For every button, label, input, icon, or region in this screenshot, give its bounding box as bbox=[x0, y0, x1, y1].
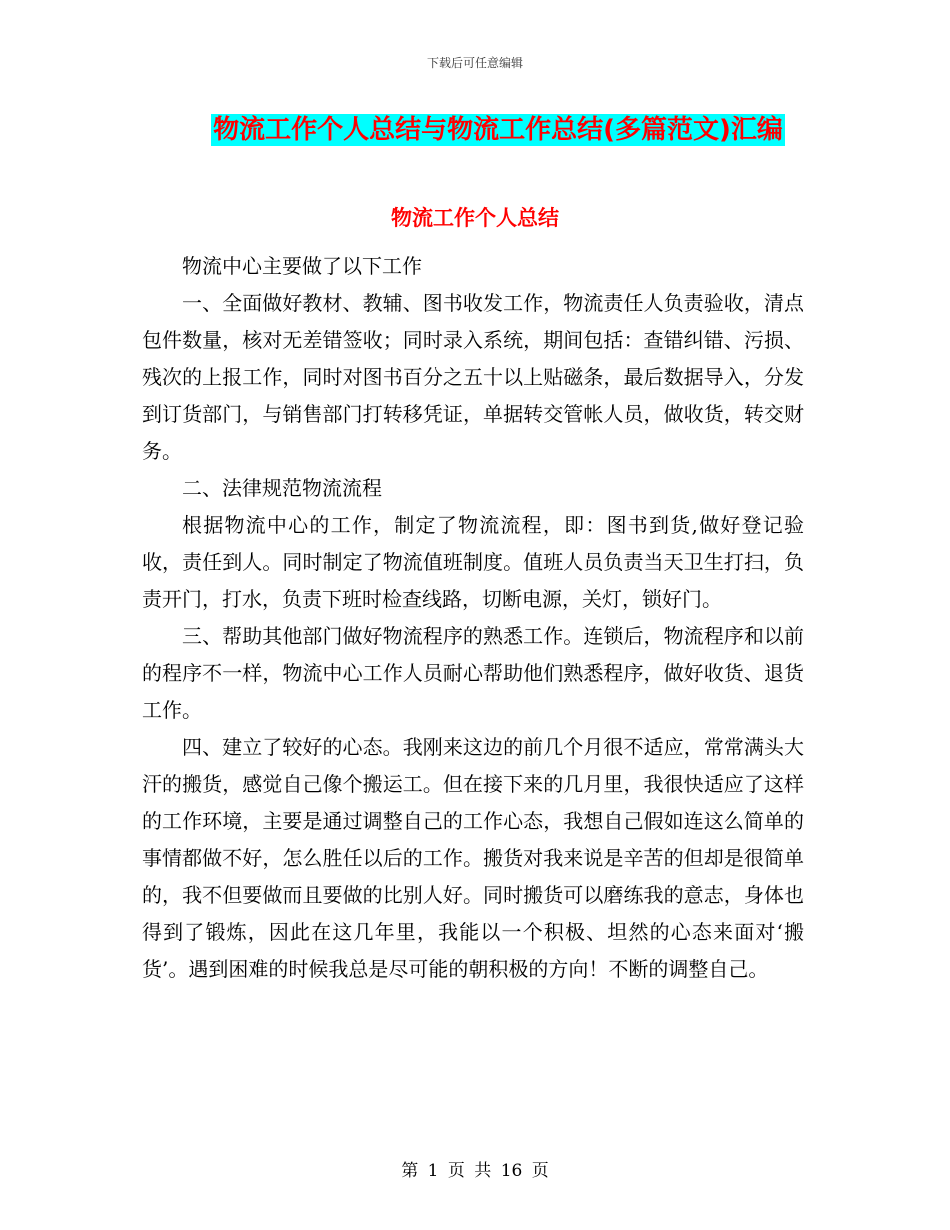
paragraph: 三、帮助其他部门做好物流程序的熟悉工作。连锁后，物流程序和以前的程序不一样，物流中心工作人员耐心帮助他们熟悉程序，做好收货、退货工作。 bbox=[142, 624, 804, 722]
document-body bbox=[142, 248, 804, 988]
section-title: 物流工作个人总结 bbox=[391, 206, 559, 230]
document-title-container bbox=[0, 114, 950, 146]
paragraph: 四、建立了较好的心态。我刚来这边的前几个月很不适应，常常满头大汗的搬货，感觉自己像个搬运工。但在接下来的几月里，我很快适应了这样的工作环境，主要是通过调整自己的工作心态，我想自己假如连这么简单的事情都做不好，怎么胜任以后的工作。搬货对我来说是辛苦的但却是很简单的，我不但要做而且要做的比别人好。同时搬货可以磨练我的意志，身体也得到了锻炼，因此在这几年里，我能以一个积极、坦然的心态来面对‘搬货’。遇到困难的时候我总是尽可能的朝积极的方向！不断的调整自己。 bbox=[142, 735, 804, 981]
page-header: 下载后可任意编辑 bbox=[426, 56, 523, 70]
paragraph: 一、全面做好教材、教辅、图书收发工作，物流责任人负责验收，清点包件数量，核对无差错签收；同时录入系统，期间包括：查错纠错、污损、残次的上报工作，同时对图书百分之五十以上贴磁条，最后数据导入，分发到订货部门，与销售部门打转移凭证，单据转交管帐人员，做收货，转交财务。 bbox=[142, 291, 804, 463]
paragraph: 二、法律规范物流流程 bbox=[182, 476, 382, 500]
page-footer: 第 1 页 共 16 页 bbox=[401, 1161, 549, 1181]
paragraph: 根据物流中心的工作，制定了物流流程，即：图书到货,做好登记验收，责任到人。同时制定了物流值班制度。值班人员负责当天卫生打扫，负责开门，打水，负责下班时检查线路，切断电源，关灯，锁好门。 bbox=[142, 513, 804, 611]
document-title: 物流工作个人总结与物流工作总结(多篇范文)汇编 bbox=[213, 115, 783, 145]
paragraph: 物流中心主要做了以下工作 bbox=[182, 254, 422, 278]
